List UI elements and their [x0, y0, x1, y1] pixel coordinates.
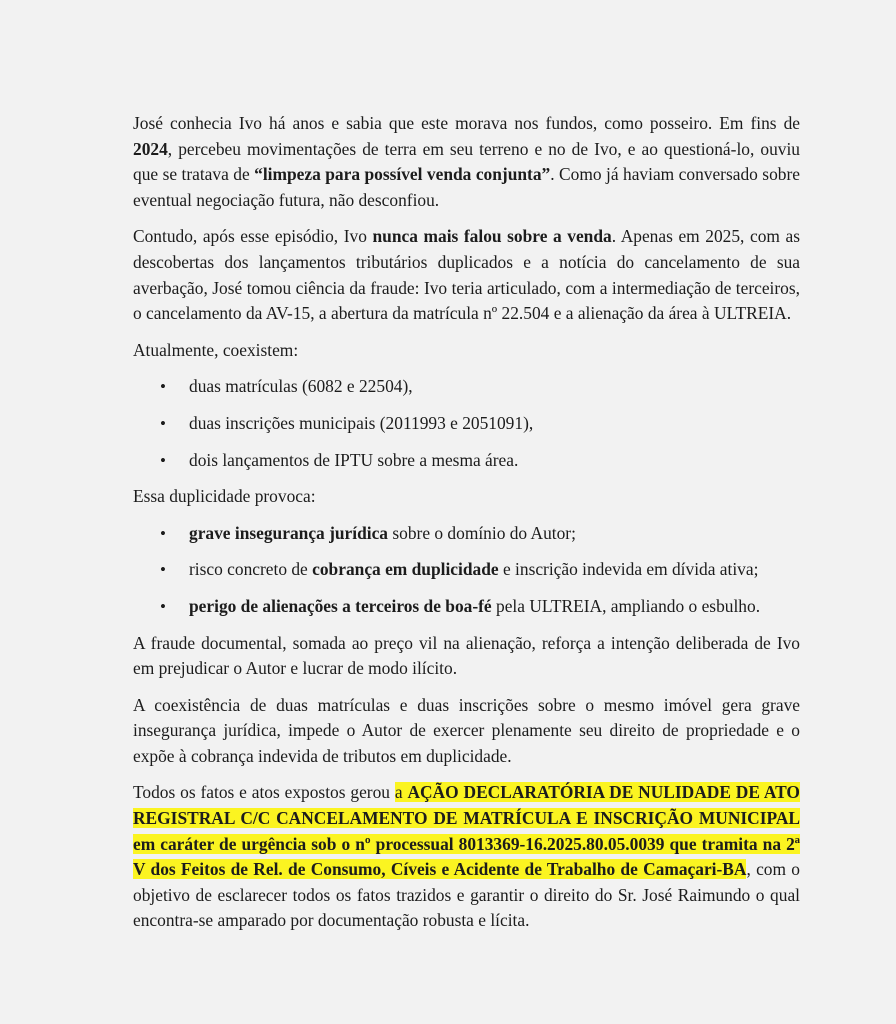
p1-text-1: José conhecia Ivo há anos e sabia que este morava nos fundos, como posseiro. Em fins de: [133, 113, 800, 133]
list-item: [133, 411, 800, 437]
list-item-text: dois lançamentos de IPTU sobre a mesma área.: [189, 449, 519, 470]
p1-bold-year: 2024: [133, 138, 168, 159]
list-item-text: sobre o domínio do Autor;: [388, 522, 576, 543]
list-item-text: duas matrículas (6082 e 22504),: [189, 376, 413, 397]
bullet-list-2: [133, 521, 800, 620]
bullet-icon: •: [160, 450, 166, 470]
p2-text-2: . Apenas em 2025, com as descobertas dos lançamentos tributários duplicados e a notícia do cancelamento de sua averbação, José tomou ciência da fraude: Ivo teria articulado, com a intermediação de terceiros, o cancelamento da AV-15, a abertura da matrícula nº 22.504 e a alienação da área à ULTREIA.: [133, 226, 800, 324]
p1-bold-quote: “limpeza para possível venda conjunta”: [254, 164, 551, 185]
p1-text-2: , percebeu movimentações de terra em seu terreno e no de Ivo, e ao questioná-lo, ouviu que se tratava de: [133, 138, 800, 185]
list-item-bold: cobrança em duplicidade: [312, 559, 499, 580]
list-item-text: risco concreto de: [189, 559, 313, 580]
bullet-icon: •: [160, 560, 166, 580]
bullet-icon: •: [160, 413, 166, 433]
paragraph-1: [133, 111, 800, 213]
p7-highlight-article: a: [394, 782, 408, 803]
p7-text-2: , com o objetivo de esclarecer todos os fatos trazidos e garantir o direito do Sr. José Raimundo o qual encontra-se amparado por documentação robusta e lícita.: [133, 859, 800, 931]
list-item: [133, 448, 800, 474]
list-item-bold: grave insegurança jurídica: [189, 522, 389, 543]
p1-text-3: . Como já haviam conversado sobre eventual negociação futura, não desconfiou.: [133, 164, 800, 210]
paragraph-6: A coexistência de duas matrículas e duas inscrições sobre o mesmo imóvel gera grave insegurança jurídica, impede o Autor de exercer plenamente seu direito de propriedade e o expõe à cobrança indevida de tributos em duplicidade.: [133, 694, 800, 766]
paragraph-5: A fraude documental, somada ao preço vil na alienação, reforça a intenção deliberada de Ivo em prejudicar o Autor e lucrar de modo ilícito.: [133, 632, 800, 679]
bullet-icon: •: [160, 523, 166, 543]
p2-text-1: Contudo, após esse episódio, Ivo: [133, 226, 373, 247]
paragraph-7: [133, 780, 800, 934]
bullet-icon: •: [160, 596, 166, 616]
p2-bold: nunca mais falou sobre a venda: [372, 226, 612, 247]
list-item-text: duas inscrições municipais (2011993 e 2051091),: [189, 412, 534, 433]
list-item: [133, 374, 800, 400]
list-item: [133, 521, 800, 547]
list-item-bold: perigo de alienações a terceiros de boa-fé: [189, 595, 492, 616]
p7-text-1: Todos os fatos e atos expostos gerou: [133, 782, 395, 803]
paragraph-2: [133, 224, 800, 326]
list-item-text: pela ULTREIA, ampliando o esbulho.: [491, 595, 761, 616]
list-item: [133, 594, 800, 620]
bullet-list-1: [133, 374, 800, 473]
paragraph-4: Essa duplicidade provoca:: [133, 486, 316, 507]
p7-highlight-action-title: AÇÃO DECLARATÓRIA DE NULIDADE DE ATO REGISTRAL C/C CANCELAMENTO DE MATRÍCULA E INSCRIÇÃO MUNICIPAL em caráter de urgência sob o nº processual 8013369-16.2025.80.05.0039 que tramita na 2ª V dos Feitos de Rel. de Consumo, Cíveis e Acidente de Trabalho de Camaçari-BA: [133, 782, 800, 880]
list-item-text: e inscrição indevida em dívida ativa;: [498, 559, 759, 580]
paragraph-3: Atualmente, coexistem:: [133, 339, 299, 360]
bullet-icon: •: [160, 377, 166, 397]
list-item: [133, 557, 800, 583]
